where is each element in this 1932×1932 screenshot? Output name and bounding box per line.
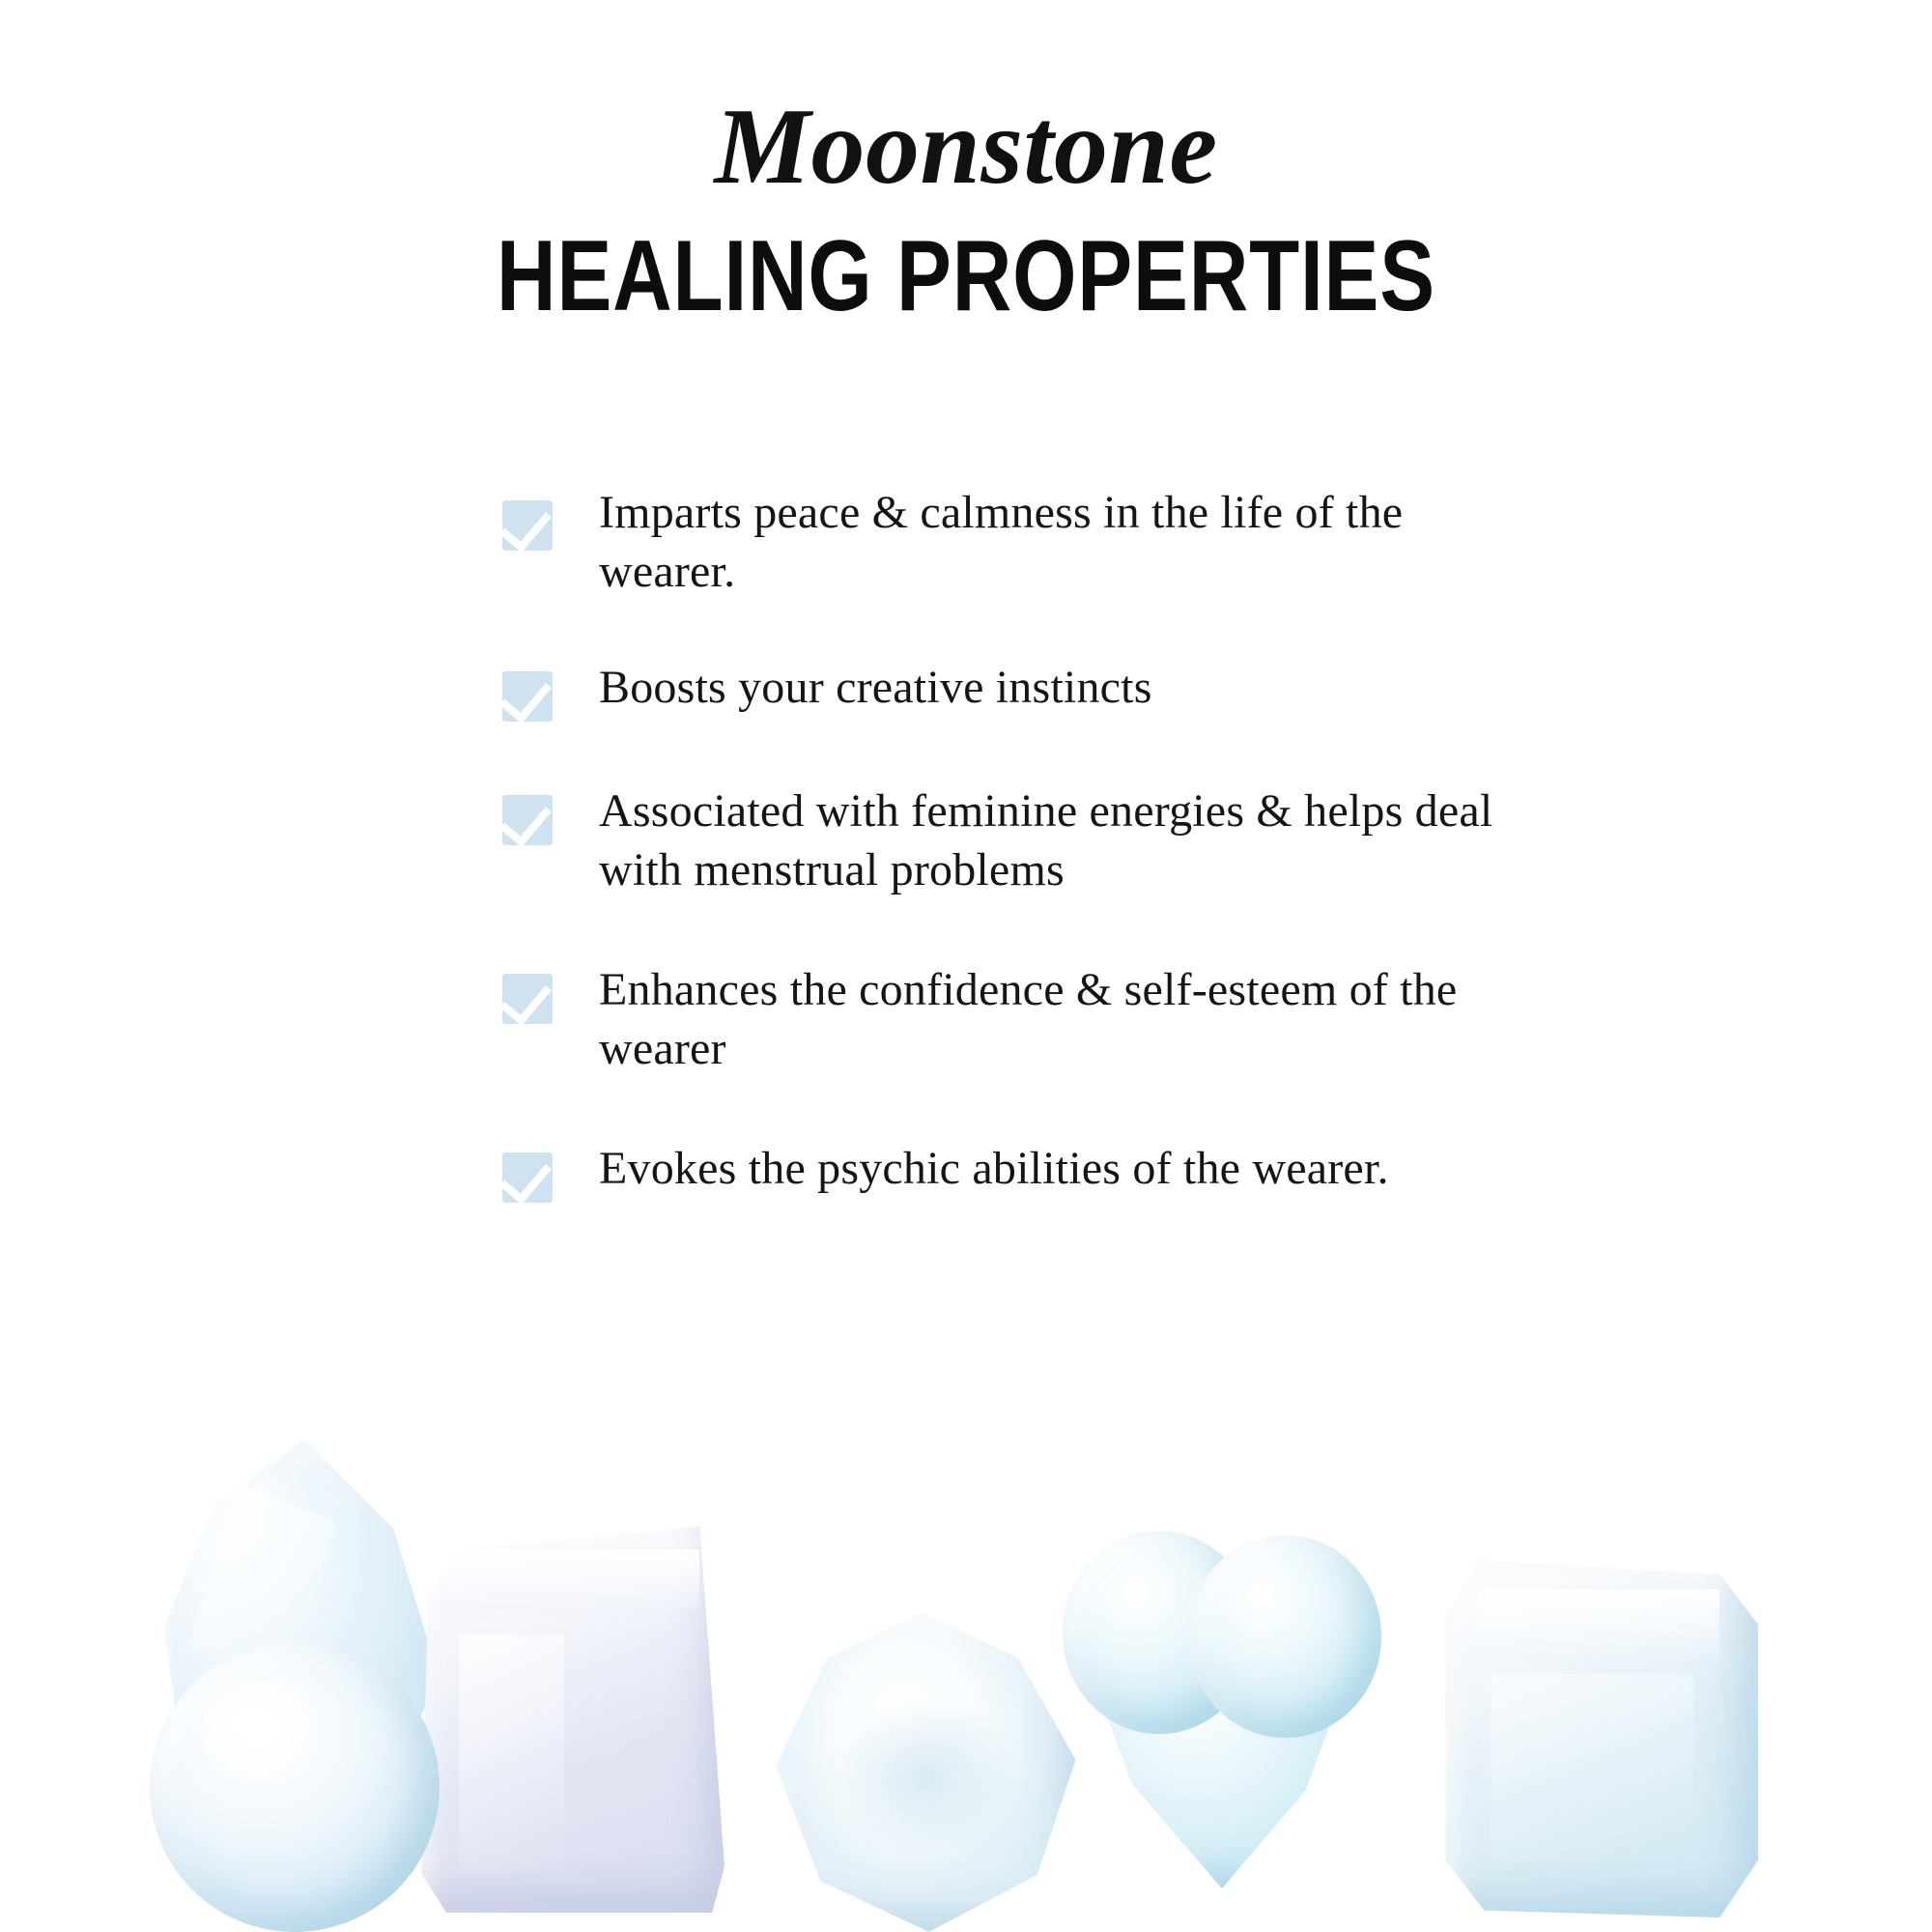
list-item xyxy=(502,658,1526,722)
moonstone-illustration xyxy=(0,1391,1932,1932)
list-item xyxy=(502,781,1526,900)
checkmark-icon xyxy=(502,500,553,551)
square-cut-stone xyxy=(1439,1560,1758,1918)
page-title-main: HEALING PROPERTIES xyxy=(497,220,1435,332)
list-item-label: Imparts peace & calmness in the life of the wearer. xyxy=(599,487,1404,598)
list-item xyxy=(502,1139,1526,1203)
list-item-label: Evokes the psychic abilities of the wearer. xyxy=(599,1142,1389,1194)
heart-cut-stone xyxy=(1063,1531,1381,1898)
checkmark-icon xyxy=(502,974,553,1024)
list-item-label: Enhances the confidence & self-esteem of the wearer xyxy=(599,963,1458,1075)
page-title-script: Moonstone xyxy=(714,87,1218,207)
checkmark-icon xyxy=(502,671,553,722)
list-item xyxy=(502,960,1526,1079)
list-item-label: Boosts your creative instincts xyxy=(599,661,1152,713)
checkmark-icon xyxy=(502,1152,553,1203)
emerald-cut-bar-stone xyxy=(415,1526,724,1913)
page-header xyxy=(0,87,1932,332)
checkmark-icon xyxy=(502,795,553,845)
pear-faceted-stone xyxy=(763,1613,1082,1932)
list-item-label: Associated with feminine energies & helps deal with menstrual problems xyxy=(599,784,1493,896)
round-cabochon-stone xyxy=(150,1642,440,1932)
healing-properties-list xyxy=(502,483,1526,1203)
list-item xyxy=(502,483,1526,602)
